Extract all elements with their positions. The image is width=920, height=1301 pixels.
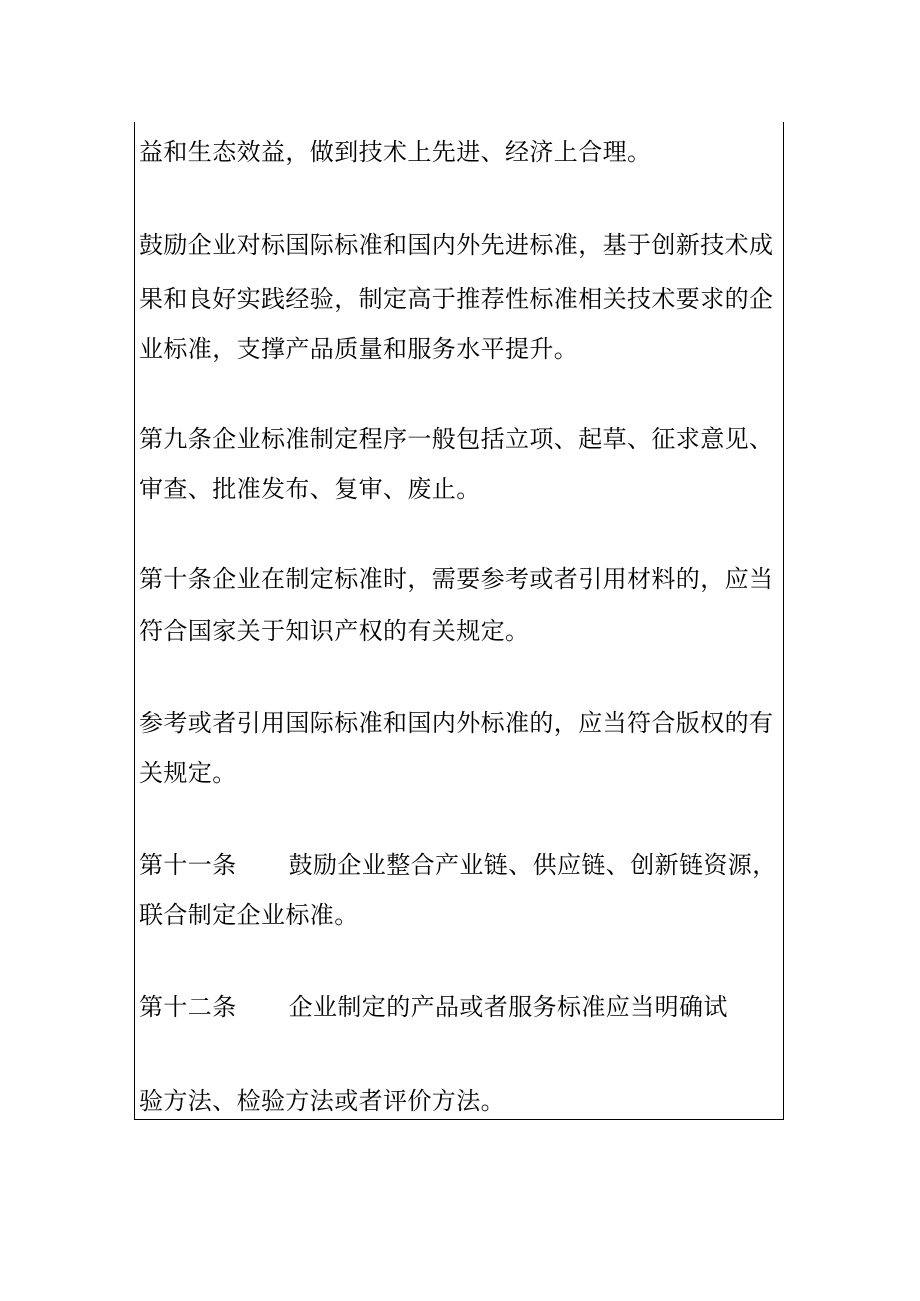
- article-12-line: [139, 992, 728, 1022]
- article-12-label: 第十二条: [139, 993, 237, 1021]
- paragraph-line: 验方法、检验方法或者评价方法。: [139, 1087, 505, 1115]
- paragraph-line: 关规定。: [139, 759, 237, 787]
- article-12-text: 企业制定的产品或者服务标准应当明确试: [288, 993, 728, 1021]
- article-11-text: 鼓励企业整合产业链、供应链、创新链资源，: [288, 851, 777, 879]
- paragraph-line: 联合制定企业标准。: [139, 901, 359, 929]
- paragraph-line: 审查、批准发布、复审、废止。: [139, 475, 481, 503]
- paragraph-line: 业标准，支撑产品质量和服务水平提升。: [139, 335, 579, 363]
- paragraph-line: 符合国家关于知识产权的有关规定。: [139, 617, 530, 645]
- article-11-line: [139, 850, 777, 880]
- article-11-label: 第十一条: [139, 851, 237, 879]
- paragraph-line: 果和良好实践经验，制定高于推荐性标准相关技术要求的企: [139, 285, 774, 313]
- paragraph-line: 益和生态效益，做到技术上先进、经济上合理。: [139, 138, 652, 166]
- paragraph-line: 鼓励企业对标国际标准和国内外先进标准，基于创新技术成: [139, 231, 774, 259]
- article-10-line: 第十条企业在制定标准时，需要参考或者引用材料的，应当: [139, 565, 774, 593]
- article-9-line: 第九条企业标准制定程序一般包括立项、起草、征求意见、: [139, 425, 774, 453]
- paragraph-line: 参考或者引用国际标准和国内外标准的，应当符合版权的有: [139, 709, 774, 737]
